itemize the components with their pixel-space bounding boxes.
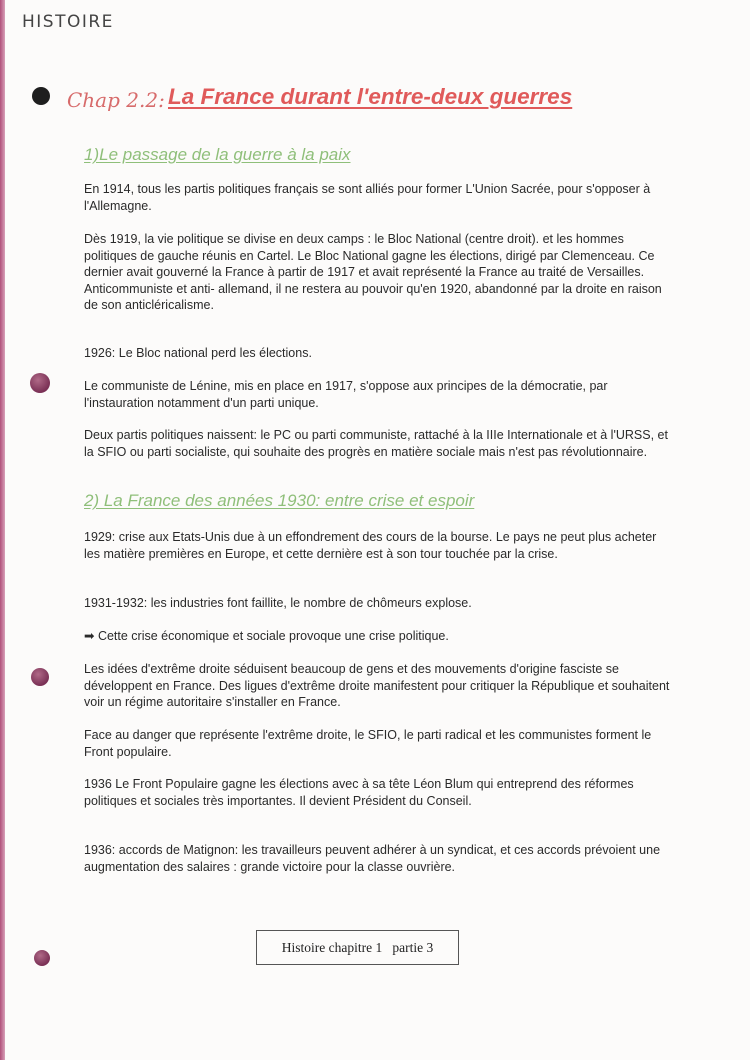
punch-hole xyxy=(30,373,50,393)
footer-text: Histoire chapitre 1 partie 3 xyxy=(281,939,434,955)
page-left-edge xyxy=(0,0,5,1060)
chapter-bullet-icon xyxy=(32,87,50,105)
chapter-title: La France durant l'entre-deux guerres xyxy=(168,84,573,109)
paragraph: En 1914, tous les partis politiques français se sont alliés pour former L'Union Sacrée, pour s'opposer à l'Allemagne. xyxy=(84,182,651,213)
paragraph: 1936 Le Front Populaire gagne les élections avec à sa tête Léon Blum qui entreprend des réformes politiques et sociales très importantes. Il devient Président du Conseil. xyxy=(84,777,634,808)
paragraph: 1929: crise aux Etats-Unis due à un effondrement des cours de la bourse. Le pays ne peut plus acheter les matière premières en Europe, et cette dernière est à son tour touchée par la crise. xyxy=(84,530,657,561)
punch-hole xyxy=(34,950,50,966)
punch-hole xyxy=(31,668,49,686)
paragraph: Face au danger que représente l'extrême droite, le SFIO, le parti radical et les communistes forment le Front populaire. xyxy=(84,728,652,759)
paragraph: ➡ Cette crise économique et sociale provoque une crise politique. xyxy=(84,629,449,643)
paragraph: Dès 1919, la vie politique se divise en deux camps : le Bloc National (centre droit). et les hommes politiques de gauche réunis en Cartel. Le Bloc National gagne les élections, dirigé par Clemenceau. Ce dernier avait gouverné la France à partir de 1917 et avait représenté la France au traité de Versailles. Anticommuniste et anti- allemand, il ne restera au pouvoir qu'en 1920, abandonné par la droite en raison de son anticléricalisme. xyxy=(84,232,662,312)
subject-heading: HISTOIRE xyxy=(22,12,114,32)
paragraph: 1931-1932: les industries font faillite, le nombre de chômeurs explose. xyxy=(84,596,472,610)
chapter-number: Chap 2.2: xyxy=(67,88,165,112)
section-title-1: 1)Le passage de la guerre à la paix xyxy=(84,145,351,164)
paragraph: 1936: accords de Matignon: les travailleurs peuvent adhérer à un syndicat, et ces accords prévoient une augmentation des salaires : grande victoire pour la classe ouvrière. xyxy=(84,843,661,874)
paragraph: Le communiste de Lénine, mis en place en 1917, s'oppose aux principes de la démocratie, par l'instauration notamment d'un parti unique. xyxy=(84,379,608,410)
footer-label xyxy=(256,930,459,965)
section-title-2: 2) La France des années 1930: entre crise et espoir xyxy=(84,491,475,510)
paragraph: Les idées d'extrême droite séduisent beaucoup de gens et des mouvements d'origine fasciste se développent en France. Des ligues d'extrême droite manifestent pour critiquer la République et souhaitent voir un régime autoritaire s'installer en France. xyxy=(84,662,670,709)
paragraph: Deux partis politiques naissent: le PC ou parti communiste, rattaché à la IIIe Internationale et à l'URSS, et la SFIO ou parti socialiste, qui souhaite des progrès en matière sociale mais n'est pas révolutionnaire. xyxy=(84,428,668,459)
paragraph: 1926: Le Bloc national perd les élections. xyxy=(84,346,312,360)
